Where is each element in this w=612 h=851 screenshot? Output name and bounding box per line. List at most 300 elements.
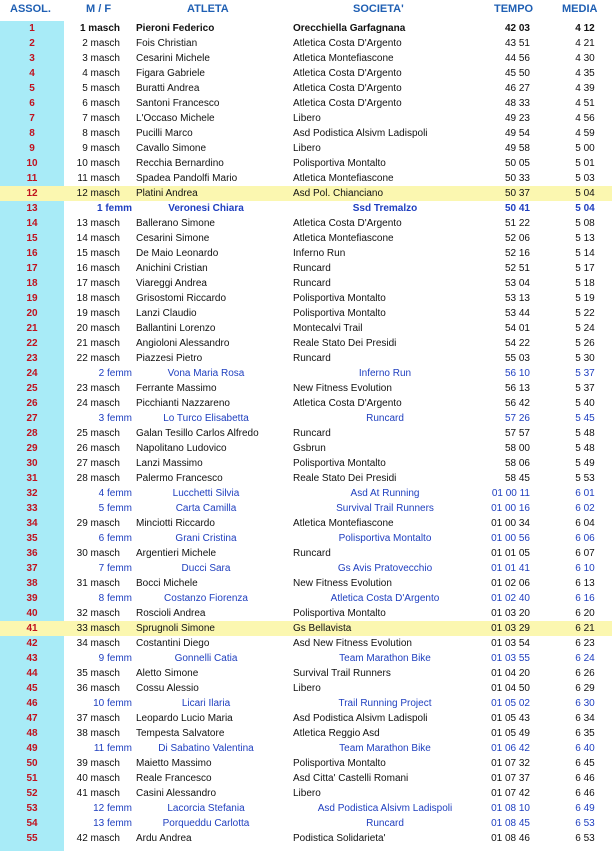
time-cell: 49 23 xyxy=(504,113,530,124)
pace-cell: 6 34 xyxy=(575,713,595,724)
gender-rank-cell: 5 femm xyxy=(98,503,132,514)
club-cell: Asd Pol. Chianciano xyxy=(293,188,384,199)
position-cell: 53 xyxy=(26,803,38,814)
time-cell: 56 13 xyxy=(504,383,530,394)
club-cell: Asd At Running xyxy=(350,488,420,499)
header-mf: M / F xyxy=(86,3,112,15)
time-cell: 48 33 xyxy=(504,98,530,109)
table-row xyxy=(0,186,612,201)
gender-rank-cell: 11 femm xyxy=(93,743,132,754)
table-row xyxy=(0,786,612,801)
table-row xyxy=(0,471,612,486)
club-cell: Runcard xyxy=(366,818,404,829)
gender-rank-cell: 9 femm xyxy=(98,653,132,664)
time-cell: 01 02 06 xyxy=(491,578,530,589)
club-cell: Polisportiva Montalto xyxy=(338,533,432,544)
position-cell: 20 xyxy=(26,308,38,319)
gender-rank-cell: 21 masch xyxy=(76,338,120,349)
table-row xyxy=(0,51,612,66)
club-cell: Survival Trail Runners xyxy=(293,668,391,679)
table-row xyxy=(0,696,612,711)
time-cell: 58 00 xyxy=(504,443,530,454)
table-row xyxy=(0,276,612,291)
time-cell: 01 08 46 xyxy=(491,833,530,844)
gender-rank-cell: 20 masch xyxy=(76,323,120,334)
table-row xyxy=(0,171,612,186)
position-cell: 2 xyxy=(29,38,35,49)
position-cell: 37 xyxy=(26,563,38,574)
table-row xyxy=(0,576,612,591)
table-row xyxy=(0,711,612,726)
athlete-cell: Sprugnoli Simone xyxy=(136,623,215,634)
position-cell: 35 xyxy=(26,533,38,544)
time-cell: 01 03 29 xyxy=(491,623,530,634)
time-cell: 01 00 11 xyxy=(491,488,530,499)
athlete-cell: Carta Camilla xyxy=(175,503,237,514)
athlete-cell: Lucchetti Silvia xyxy=(172,488,240,499)
athlete-cell: Spadea Pandolfi Mario xyxy=(136,173,238,184)
athlete-cell: Lanzi Massimo xyxy=(136,458,203,469)
position-cell: 38 xyxy=(26,578,38,589)
table-row xyxy=(0,381,612,396)
position-cell: 52 xyxy=(26,788,38,799)
position-cell: 19 xyxy=(26,293,38,304)
table-row xyxy=(0,21,612,36)
table-row xyxy=(0,546,612,561)
pace-cell: 6 46 xyxy=(575,773,595,784)
gender-rank-cell: 23 masch xyxy=(76,383,120,394)
table-row xyxy=(0,306,612,321)
position-cell: 3 xyxy=(29,53,35,64)
gender-rank-cell: 6 femm xyxy=(98,533,132,544)
gender-rank-cell: 18 masch xyxy=(76,293,120,304)
pace-cell: 5 14 xyxy=(575,248,595,259)
athlete-cell: Costanzo Fiorenza xyxy=(164,593,248,604)
gender-rank-cell: 4 femm xyxy=(98,488,132,499)
gender-rank-cell: 2 femm xyxy=(98,368,132,379)
position-cell: 15 xyxy=(26,233,38,244)
table-row xyxy=(0,96,612,111)
position-cell: 24 xyxy=(26,368,38,379)
athlete-cell: Costantini Diego xyxy=(136,638,210,649)
table-row xyxy=(0,531,612,546)
time-cell: 43 51 xyxy=(504,38,530,49)
athlete-cell: Napolitano Ludovico xyxy=(136,443,227,454)
pace-cell: 5 26 xyxy=(575,338,595,349)
table-row xyxy=(0,756,612,771)
pace-cell: 5 48 xyxy=(575,428,595,439)
athlete-cell: Casini Alessandro xyxy=(136,788,217,799)
athlete-cell: Buratti Andrea xyxy=(136,83,200,94)
position-cell: 49 xyxy=(26,743,38,754)
athlete-cell: Argentieri Michele xyxy=(136,548,217,559)
club-cell: Atletica Costa D'Argento xyxy=(293,218,402,229)
table-row xyxy=(0,621,612,636)
gender-rank-cell: 25 masch xyxy=(76,428,120,439)
position-cell: 26 xyxy=(26,398,38,409)
gender-rank-cell: 14 masch xyxy=(76,233,120,244)
gender-rank-cell: 27 masch xyxy=(76,458,120,469)
club-cell: Team Marathon Bike xyxy=(339,743,431,754)
table-row xyxy=(0,201,612,216)
gender-rank-cell: 41 masch xyxy=(76,788,120,799)
club-cell: Gs Bellavista xyxy=(293,623,352,634)
table-row xyxy=(0,441,612,456)
time-cell: 01 00 34 xyxy=(491,518,530,529)
athlete-cell: Piazzesi Pietro xyxy=(136,353,203,364)
club-cell: Orecchiella Garfagnana xyxy=(293,23,406,34)
gender-rank-cell: 8 masch xyxy=(82,128,120,139)
club-cell: Polisportiva Montalto xyxy=(293,608,386,619)
time-cell: 01 01 05 xyxy=(491,548,530,559)
club-cell: Atletica Costa D'Argento xyxy=(293,38,402,49)
gender-rank-cell: 33 masch xyxy=(76,623,120,634)
position-cell: 55 xyxy=(26,833,38,844)
club-cell: Podistica Solidarieta' xyxy=(293,833,386,844)
position-cell: 1 xyxy=(29,23,35,34)
table-row xyxy=(0,291,612,306)
time-cell: 56 10 xyxy=(504,368,530,379)
time-cell: 44 56 xyxy=(504,53,530,64)
pace-cell: 5 00 xyxy=(575,143,595,154)
athlete-cell: Figara Gabriele xyxy=(136,68,205,79)
gender-rank-cell: 8 femm xyxy=(98,593,132,604)
time-cell: 01 04 50 xyxy=(491,683,530,694)
time-cell: 46 27 xyxy=(504,83,530,94)
time-cell: 50 05 xyxy=(504,158,530,169)
pace-cell: 6 45 xyxy=(575,758,595,769)
pace-cell: 5 17 xyxy=(575,263,595,274)
time-cell: 54 22 xyxy=(504,338,530,349)
athlete-cell: Anichini Cristian xyxy=(136,263,208,274)
gender-rank-cell: 13 masch xyxy=(76,218,120,229)
position-cell: 8 xyxy=(29,128,35,139)
table-row xyxy=(0,771,612,786)
athlete-cell: Di Sabatino Valentina xyxy=(158,743,254,754)
club-cell: Gs Avis Pratovecchio xyxy=(337,563,433,574)
gender-rank-cell: 24 masch xyxy=(76,398,120,409)
gender-rank-cell: 34 masch xyxy=(76,638,120,649)
club-cell: Atletica Costa D'Argento xyxy=(330,593,440,604)
athlete-cell: Viareggi Andrea xyxy=(136,278,207,289)
time-cell: 52 16 xyxy=(504,248,530,259)
results-table xyxy=(0,21,612,846)
pace-cell: 5 45 xyxy=(575,413,595,424)
club-cell: Polisportiva Montalto xyxy=(293,458,386,469)
time-cell: 49 58 xyxy=(504,143,530,154)
position-cell: 40 xyxy=(26,608,38,619)
pace-cell: 6 46 xyxy=(575,788,595,799)
gender-rank-cell: 26 masch xyxy=(76,443,120,454)
pace-cell: 4 51 xyxy=(575,98,595,109)
club-cell: Polisportiva Montalto xyxy=(293,758,386,769)
athlete-cell: Fois Christian xyxy=(136,38,198,49)
athlete-cell: Grisostomi Riccardo xyxy=(136,293,227,304)
pace-cell: 4 35 xyxy=(575,68,595,79)
pace-cell: 6 53 xyxy=(575,833,595,844)
table-row xyxy=(0,816,612,831)
club-cell: Atletica Costa D'Argento xyxy=(293,398,402,409)
time-cell: 56 42 xyxy=(504,398,530,409)
athlete-cell: Veronesi Chiara xyxy=(168,203,244,214)
pace-cell: 5 49 xyxy=(575,458,595,469)
position-cell: 43 xyxy=(26,653,38,664)
athlete-cell: Cesarini Simone xyxy=(136,233,210,244)
pace-cell: 6 30 xyxy=(575,698,595,709)
club-cell: Reale Stato Dei Presidi xyxy=(293,473,397,484)
pace-cell: 5 04 xyxy=(575,203,595,214)
table-row xyxy=(0,666,612,681)
athlete-cell: Tempesta Salvatore xyxy=(136,728,225,739)
gender-rank-cell: 3 masch xyxy=(82,53,120,64)
time-cell: 57 26 xyxy=(504,413,530,424)
time-cell: 53 13 xyxy=(504,293,530,304)
position-cell: 6 xyxy=(29,98,35,109)
athlete-cell: Lo Turco Elisabetta xyxy=(163,413,249,424)
time-cell: 01 00 16 xyxy=(491,503,530,514)
athlete-cell: Reale Francesco xyxy=(136,773,212,784)
position-cell: 47 xyxy=(26,713,38,724)
header-atleta: ATLETA xyxy=(187,3,229,15)
position-cell: 42 xyxy=(26,638,38,649)
table-row xyxy=(0,216,612,231)
position-cell: 28 xyxy=(26,428,38,439)
club-cell: Polisportiva Montalto xyxy=(293,158,386,169)
position-cell: 17 xyxy=(26,263,38,274)
position-cell: 22 xyxy=(26,338,38,349)
club-cell: Team Marathon Bike xyxy=(339,653,431,664)
time-cell: 53 04 xyxy=(504,278,530,289)
position-cell: 12 xyxy=(0,186,64,201)
gender-rank-cell: 31 masch xyxy=(76,578,120,589)
pace-cell: 6 53 xyxy=(575,818,595,829)
gender-rank-cell: 35 masch xyxy=(76,668,120,679)
gender-rank-cell: 1 masch xyxy=(79,23,120,34)
table-row xyxy=(0,741,612,756)
pace-cell: 6 01 xyxy=(575,488,595,499)
time-cell: 01 01 41 xyxy=(491,563,530,574)
time-cell: 58 06 xyxy=(504,458,530,469)
time-cell: 01 02 40 xyxy=(491,593,530,604)
table-row xyxy=(0,396,612,411)
position-cell: 13 xyxy=(26,203,38,214)
athlete-cell: Ardu Andrea xyxy=(136,833,192,844)
pace-cell: 6 02 xyxy=(575,503,595,514)
club-cell: Montecalvi Trail xyxy=(293,323,363,334)
athlete-cell: Ducci Sara xyxy=(181,563,231,574)
pace-cell: 5 40 xyxy=(575,398,595,409)
gender-rank-cell: 12 masch xyxy=(76,188,120,199)
club-cell: Atletica Montefiascone xyxy=(293,518,394,529)
table-row xyxy=(0,246,612,261)
gender-rank-cell: 38 masch xyxy=(76,728,120,739)
club-cell: New Fitness Evolution xyxy=(293,383,392,394)
athlete-cell: Cossu Alessio xyxy=(136,683,199,694)
athlete-cell: Pieroni Federico xyxy=(136,23,215,34)
club-cell: Atletica Reggio Asd xyxy=(293,728,380,739)
athlete-cell: Minciotti Riccardo xyxy=(136,518,215,529)
position-cell: 9 xyxy=(29,143,35,154)
club-cell: Libero xyxy=(293,683,321,694)
time-cell: 50 41 xyxy=(504,203,530,214)
gender-rank-cell: 5 masch xyxy=(82,83,120,94)
gender-rank-cell: 19 masch xyxy=(76,308,120,319)
pace-cell: 6 49 xyxy=(575,803,595,814)
position-cell: 16 xyxy=(26,248,38,259)
pace-cell: 6 13 xyxy=(575,578,595,589)
gender-rank-cell: 12 femm xyxy=(93,803,132,814)
athlete-cell: Palermo Francesco xyxy=(136,473,223,484)
table-row xyxy=(0,561,612,576)
pace-cell: 5 03 xyxy=(575,173,595,184)
gender-rank-cell: 11 masch xyxy=(77,173,120,184)
time-cell: 01 05 49 xyxy=(491,728,530,739)
header-media: MEDIA xyxy=(562,3,598,15)
athlete-cell: Picchianti Nazzareno xyxy=(136,398,230,409)
pace-cell: 4 12 xyxy=(575,23,595,34)
gender-rank-cell: 16 masch xyxy=(76,263,120,274)
club-cell: Libero xyxy=(293,788,321,799)
pace-cell: 6 20 xyxy=(575,608,595,619)
table-row xyxy=(0,66,612,81)
pace-cell: 6 07 xyxy=(575,548,595,559)
gender-rank-cell: 29 masch xyxy=(76,518,120,529)
pace-cell: 6 29 xyxy=(575,683,595,694)
position-cell: 44 xyxy=(26,668,38,679)
gender-rank-cell: 10 femm xyxy=(93,698,132,709)
pace-cell: 4 59 xyxy=(575,128,595,139)
club-cell: Libero xyxy=(293,143,321,154)
club-cell: Asd Podistica Alsivm Ladispoli xyxy=(293,128,428,139)
gender-rank-cell: 22 masch xyxy=(76,353,120,364)
position-cell: 11 xyxy=(26,173,38,184)
time-cell: 52 51 xyxy=(504,263,530,274)
table-row xyxy=(0,336,612,351)
table-row xyxy=(0,426,612,441)
time-cell: 01 08 45 xyxy=(491,818,530,829)
table-row xyxy=(0,456,612,471)
table-row xyxy=(0,231,612,246)
athlete-cell: Platini Andrea xyxy=(136,188,198,199)
table-row xyxy=(0,81,612,96)
club-cell: Reale Stato Dei Presidi xyxy=(293,338,397,349)
athlete-cell: Vona Maria Rosa xyxy=(167,368,245,379)
time-cell: 01 08 10 xyxy=(491,803,530,814)
position-cell: 32 xyxy=(26,488,38,499)
athlete-cell: L'Occaso Michele xyxy=(136,113,215,124)
athlete-cell: Bocci Michele xyxy=(136,578,198,589)
gender-rank-cell: 39 masch xyxy=(76,758,120,769)
position-cell: 21 xyxy=(26,323,38,334)
time-cell: 52 06 xyxy=(504,233,530,244)
position-cell: 36 xyxy=(26,548,38,559)
club-cell: Libero xyxy=(293,113,321,124)
gender-rank-cell: 4 masch xyxy=(82,68,120,79)
time-cell: 49 54 xyxy=(504,128,530,139)
pace-cell: 5 37 xyxy=(575,383,595,394)
athlete-cell: Cavallo Simone xyxy=(136,143,207,154)
header-tempo: TEMPO xyxy=(494,3,534,15)
pace-cell: 5 22 xyxy=(575,308,595,319)
pace-cell: 6 04 xyxy=(575,518,595,529)
table-row xyxy=(0,366,612,381)
athlete-cell: Lanzi Claudio xyxy=(136,308,197,319)
time-cell: 58 45 xyxy=(504,473,530,484)
table-row xyxy=(0,321,612,336)
time-cell: 01 04 20 xyxy=(491,668,530,679)
header-assol: ASSOL. xyxy=(10,3,51,15)
athlete-cell: Aletto Simone xyxy=(136,668,199,679)
position-cell: 4 xyxy=(29,68,35,79)
pace-cell: 5 48 xyxy=(575,443,595,454)
position-cell: 50 xyxy=(26,758,38,769)
club-cell: Runcard xyxy=(366,413,404,424)
time-cell: 01 03 20 xyxy=(491,608,530,619)
club-cell: Survival Trail Runners xyxy=(336,503,434,514)
pace-cell: 6 16 xyxy=(575,593,595,604)
position-cell: 33 xyxy=(26,503,38,514)
athlete-cell: Roscioli Andrea xyxy=(136,608,206,619)
gender-rank-cell: 9 masch xyxy=(82,143,120,154)
position-cell: 5 xyxy=(29,83,35,94)
table-row xyxy=(0,411,612,426)
club-cell: Atletica Montefiascone xyxy=(293,233,394,244)
pace-cell: 5 19 xyxy=(575,293,595,304)
athlete-cell: Maietto Massimo xyxy=(136,758,212,769)
time-cell: 45 50 xyxy=(504,68,530,79)
table-row xyxy=(0,651,612,666)
gender-rank-cell: 6 masch xyxy=(82,98,120,109)
club-cell: Asd Podistica Alsivm Ladispoli xyxy=(293,713,428,724)
time-cell: 01 07 37 xyxy=(491,773,530,784)
club-cell: Asd Citta' Castelli Romani xyxy=(293,773,409,784)
position-cell: 54 xyxy=(26,818,38,829)
table-row xyxy=(0,126,612,141)
club-cell: Asd Podistica Alsivm Ladispoli xyxy=(317,803,453,814)
gender-rank-cell: 13 femm xyxy=(93,818,132,829)
table-row xyxy=(0,486,612,501)
time-cell: 50 37 xyxy=(504,188,530,199)
position-cell: 18 xyxy=(26,278,38,289)
club-cell: Runcard xyxy=(293,353,331,364)
athlete-cell: Ballerano Simone xyxy=(136,218,215,229)
table-row xyxy=(0,636,612,651)
athlete-cell: Cesarini Michele xyxy=(136,53,210,64)
athlete-cell: Santoni Francesco xyxy=(136,98,220,109)
pace-cell: 6 35 xyxy=(575,728,595,739)
pace-cell: 5 37 xyxy=(575,368,595,379)
position-cell: 39 xyxy=(26,593,38,604)
pace-cell: 6 40 xyxy=(575,743,595,754)
club-cell: New Fitness Evolution xyxy=(293,578,392,589)
time-cell: 53 44 xyxy=(504,308,530,319)
pace-cell: 4 21 xyxy=(575,38,595,49)
time-cell: 01 03 55 xyxy=(491,653,530,664)
club-cell: Inferno Run xyxy=(358,368,412,379)
athlete-cell: Ballantini Lorenzo xyxy=(136,323,216,334)
gender-rank-cell: 28 masch xyxy=(76,473,120,484)
time-cell: 55 03 xyxy=(504,353,530,364)
table-row xyxy=(0,591,612,606)
pace-cell: 6 23 xyxy=(575,638,595,649)
time-cell: 51 22 xyxy=(504,218,530,229)
gender-rank-cell: 42 masch xyxy=(76,833,120,844)
gender-rank-cell: 2 masch xyxy=(82,38,120,49)
position-cell: 25 xyxy=(26,383,38,394)
athlete-cell: Angioloni Alessandro xyxy=(136,338,230,349)
table-row xyxy=(0,36,612,51)
position-cell: 51 xyxy=(26,773,38,784)
